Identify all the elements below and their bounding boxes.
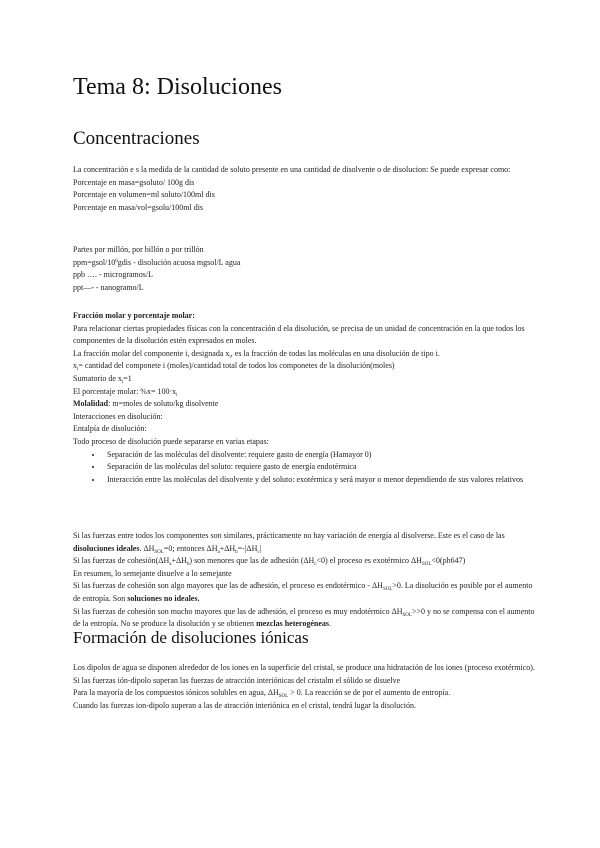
ppm-intro: Partes por millón, por billón o por trillón — [73, 245, 204, 254]
list-item: • Separación de las moléculas del disolvente: requiere gasto de energía (Hamayor 0) — [103, 449, 541, 462]
ppt-line: ppt—- - nanogramo/L — [73, 282, 144, 292]
section-heading-formacion: Formación de disoluciones iónicas — [73, 628, 309, 647]
list-item: • Separación de las moléculas del soluto: requiere gasto de energía endotérmica — [103, 461, 541, 474]
fraccion-paragraph: Para relacionar ciertas propiedades físicas con la concentración d ela disolución, se precisa de un unidad de concentración en la que todos los componentes de la disolución estén expresados en moles. — [73, 323, 525, 346]
interacciones-line: Interacciones en disolución: — [73, 411, 163, 421]
page-title: Tema 8: Disoluciones — [73, 74, 282, 100]
formula-line: Porcentaje en masa=gsoluto/ 100g dis — [73, 177, 195, 187]
entalpia-line: Entalpía de disolución: — [73, 424, 147, 434]
formacion-block — [73, 662, 541, 712]
sumatorio-line: Sumatorio de $x_i=1$ — [73, 373, 132, 385]
formula-line: Porcentaje en masa/vol=gsolu/100ml dis — [73, 202, 204, 212]
fraccion-block — [73, 310, 541, 486]
etapas-line: Todo proceso de disolución puede separarse en varias etapas: — [73, 436, 269, 446]
formula-line: Porcentaje en volumen=ml soluto/100ml dis — [73, 190, 215, 200]
fraccion-heading: Fracción molar y porcentaje molar: — [73, 311, 195, 320]
formacion-paragraph: Los dipolos de agua se disponen alrededor de los iones en la superficie del cristal, se produce una hidratación de los iones (proceso exotérmico). Si las fuerzas ión-dipolo superan las fuerzas de atracción interiónicas del cristalm el sólido se disuelve — [73, 663, 535, 685]
porcentaje-molar-line: El porcentaje molar: $\%x= 100\cdot x_i$ — [73, 386, 178, 398]
etapas-list — [73, 449, 541, 487]
fraccion-definition: La fracción molar del componente i, designada $x_i$, es la fracción de todas las moléculas en una disolución de tipo i. — [73, 348, 440, 360]
ppm-block — [73, 244, 541, 294]
formacion-entropia: Para la mayoría de los compuestos iónicos solubles en agua, $\Delta H_{SOL} > 0$. La reacción se de por el aumento de entropía. — [73, 688, 451, 700]
ideales-paragraph: Si las fuerzas entre todos los componentes son similares, prácticamente no hay variación de energía al disolverse. Este es el caso de las disoluciones ideales. $\Delta H_{SOL}=0$; entonces $\Delta H_a+\Delta H_b=-|\Delta H_c|$ — [73, 531, 505, 555]
intro-paragraph: La concentración e s la medida de la cantidad de soluto presente en una cantidad de disolvente o de disolucion: Se puede expresar como: — [73, 165, 511, 174]
molalidad-line: Molalidad: m=moles de soluto/kg disolvente — [73, 399, 219, 409]
section-heading-concentraciones: Concentraciones — [73, 128, 200, 149]
resumen-line: En resumen, lo semejante disuelve a lo semejante — [73, 568, 232, 578]
concentraciones-block — [73, 164, 541, 214]
ppb-line: ppb …. - microgramos/L — [73, 270, 153, 280]
cohesion-paragraph: Si las fuerzas de $cohesión(\Delta H_a+\Delta H_b)$ son menores que las de adhesión $(\Delta H_c<0)$ el proceso es exotérmico $\Delta H_{SOL}<0(ph647)$ — [73, 556, 466, 568]
ideales-block — [73, 530, 541, 631]
heterogeneas-paragraph: Si las fuerzas de cohesión son mucho mayores que las de adhesión, el proceso es muy endotérmico $\Delta H_{SOL}>>0$ y no se compensa con el aumento de la entropía. No se produce la disolución y se obtienen mezclas heterogéneas. — [73, 606, 535, 629]
fraccion-formula: $x_i=$ cantidad del componete i (moles)/cantidad total de todos los componetes de la disolución(moles) — [73, 361, 395, 373]
list-item: • Interacción entre las moléculas del disolvente y del soluto: exotérmica y será mayor o menor dependiendo de sus valores relativos — [103, 474, 541, 487]
ppm-line: $ppm=gsol/10^6gdis$ - disolución acuosa mgsol/L agua — [73, 257, 241, 267]
no-ideales-paragraph: Si las fuerzas de cohesión son algo mayores que las de adhesión, el proceso es endotérmico - $\Delta H_{SOL}>0$. La disolución es posible por el aumento de entropía. Son soluciones no ideales. — [73, 581, 533, 603]
formacion-conclusion: Cuando las fuerzas ion-dipolo superan a las de atracción interiónica en el cristal, tendrá lugar la disolución. — [73, 700, 416, 710]
